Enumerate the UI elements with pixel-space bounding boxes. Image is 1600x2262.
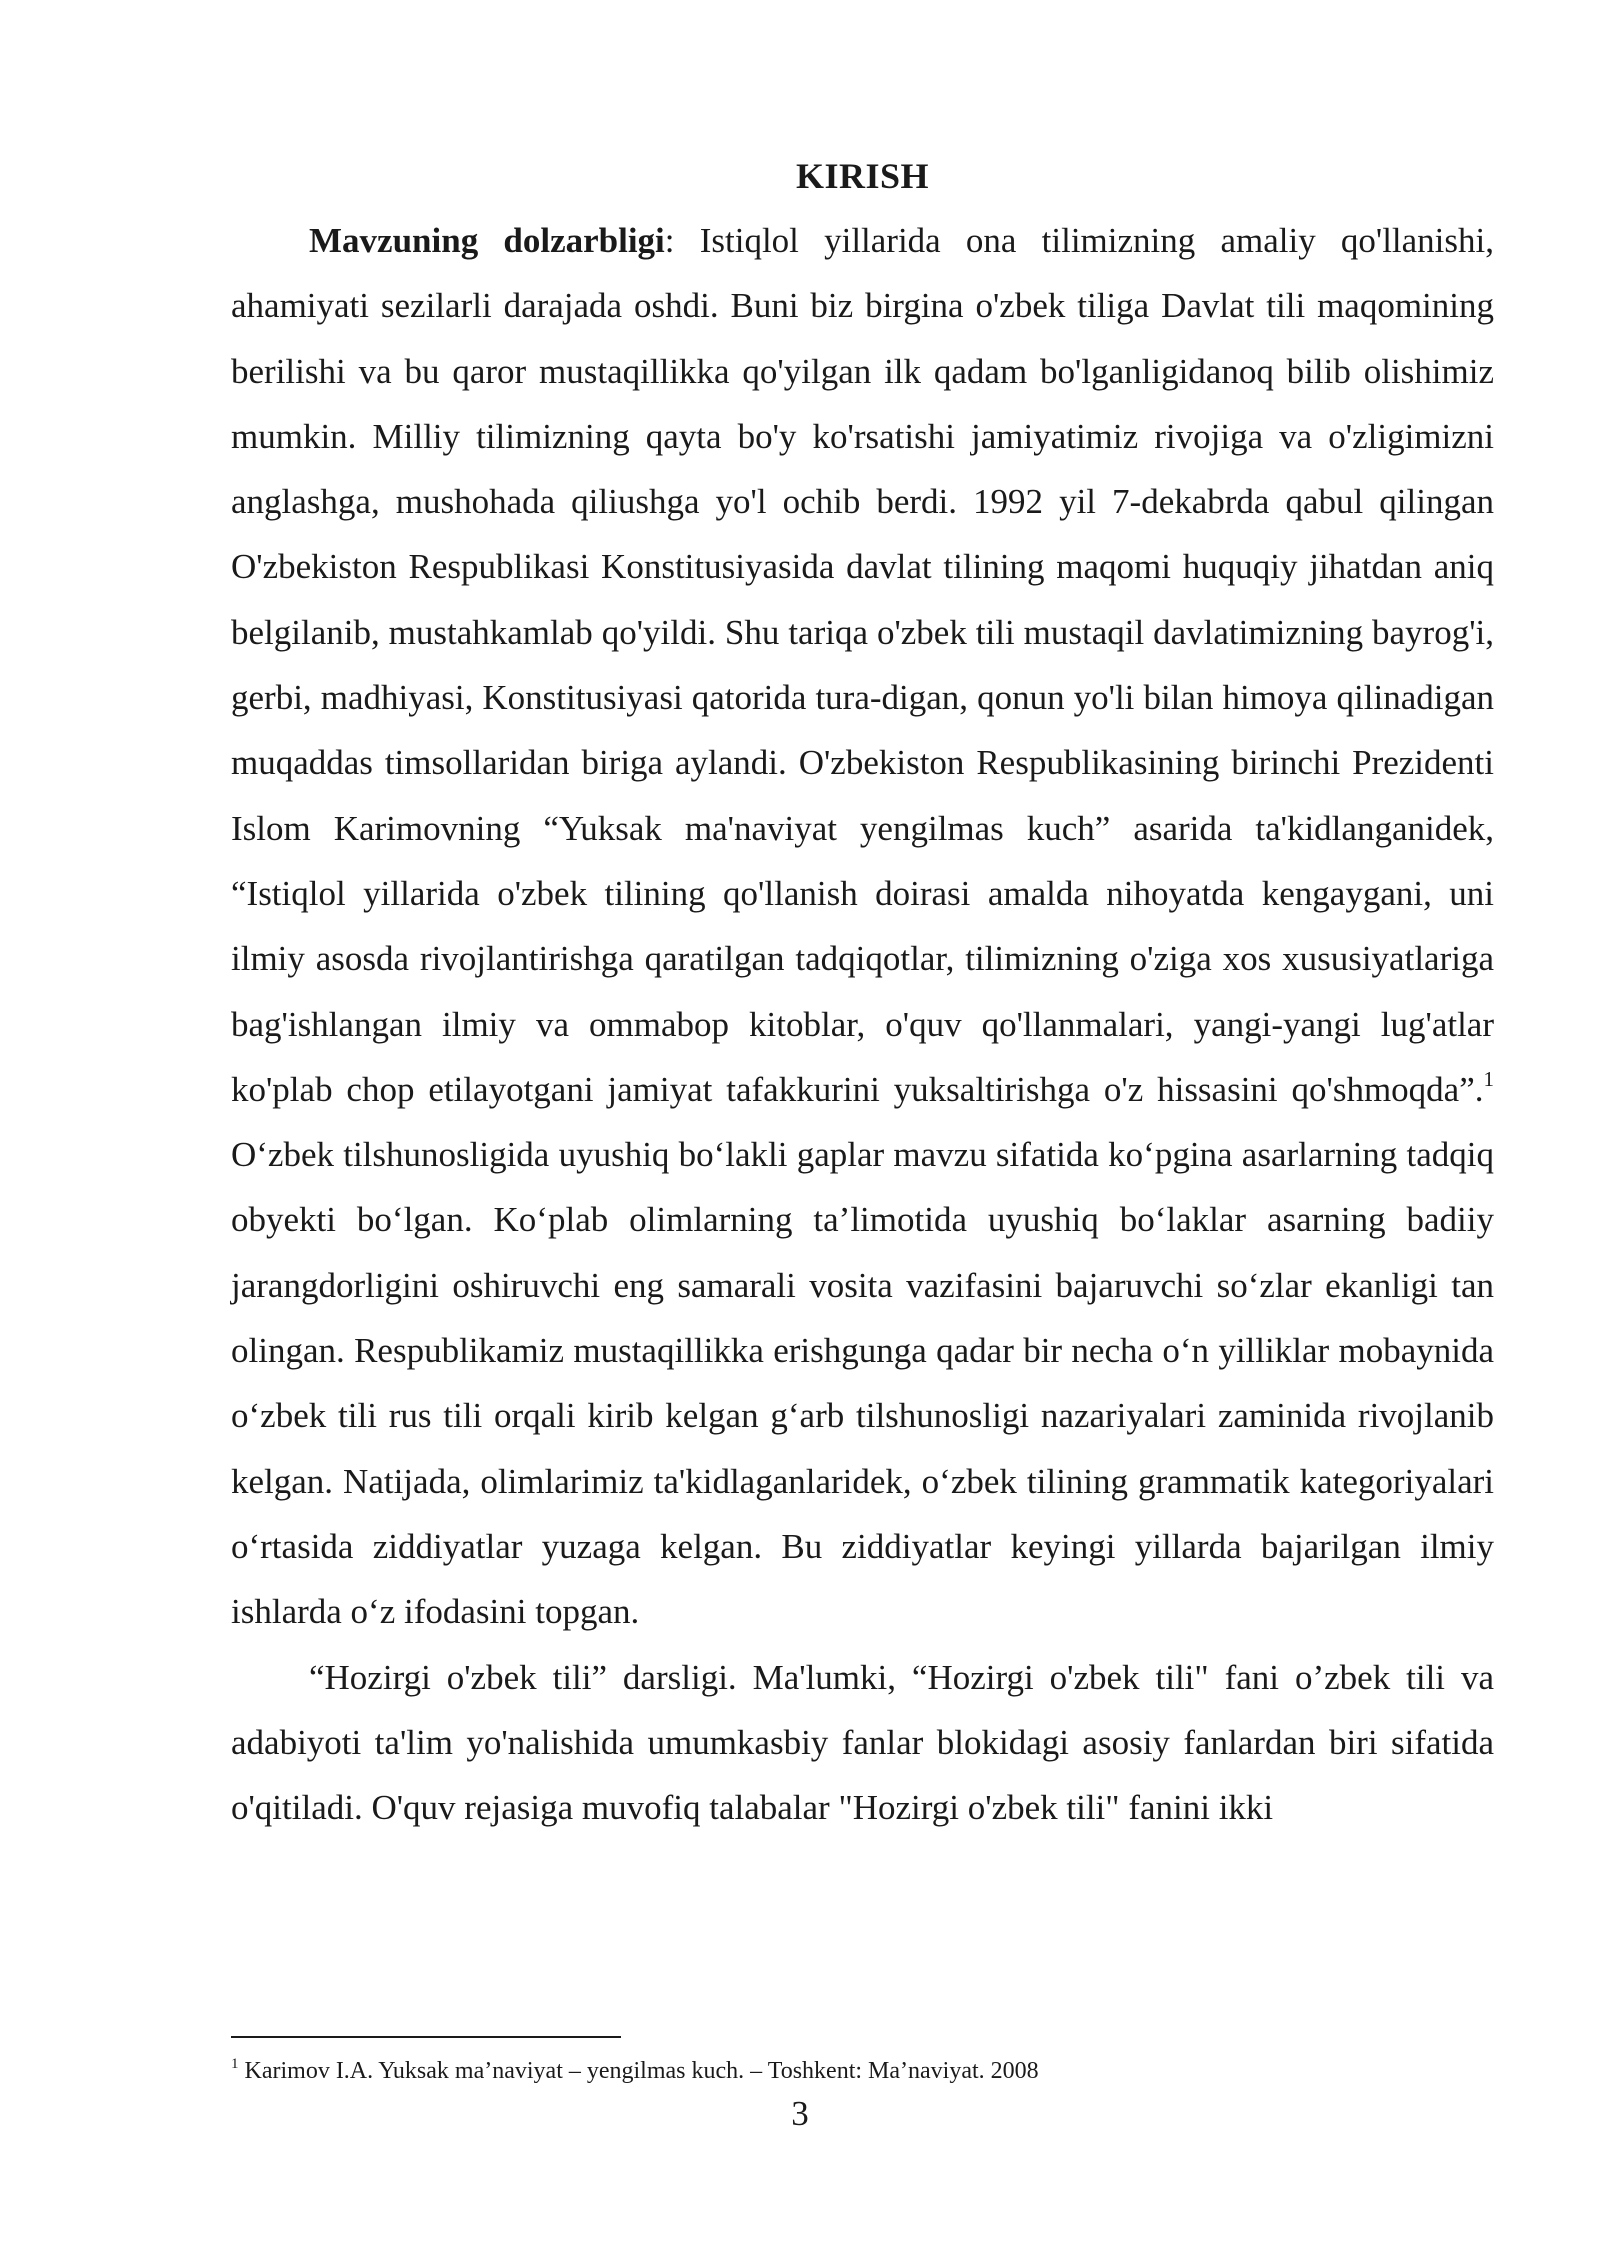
footnote-number: 1: [231, 2056, 239, 2072]
page-heading: KIRISH: [795, 156, 930, 196]
paragraph-textbook-text: “Hozirgi o'zbek tili” darsligi. Ma'lumki, “Hozirgi o'zbek tili" fani o’zbek tili va adabiyoti ta'lim yo'nalishida umumkasbiy fanlar blokidagi asosiy fanlardan biri sifatida o'qitiladi. O'quv rejasiga muvofiq talabalar "Hozirgi o'zbek tili" fanini ikki: [231, 1657, 1494, 1828]
footnote-separator: [231, 2036, 621, 2038]
paragraph-lead-term: Mavzuning dolzarbligi: [309, 221, 665, 260]
paragraph-relevance: [231, 208, 1494, 1645]
footnote-text: Karimov I.A. Yuksak ma’naviyat – yengilmas kuch. – Toshkent: Ma’naviyat. 2008: [238, 2058, 1039, 2084]
paragraph-text-part-a: : Istiqlol yillarida ona tilimizning amaliy qo'llanishi, ahamiyati sezilarli darajada oshdi. Buni biz birgina o'zbek tiliga Davlat tili maqomining berilishi va bu qaror mustaqillikka qo'yilgan ilk qadam bo'lganligidanoq bilib olishimiz mumkin. Milliy tilimizning qayta bo'y ko'rsatishi jamiyatimiz rivojiga va o'zligimizni anglashga, mushohada qiliushga yo'l ochib berdi. 1992 yil 7-dekabrda qabul qilingan O'zbekiston Respublikasi Konstitusiyasida davlat tilining maqomi huquqiy jihatdan aniq belgilanib, mustahkamlab qo'yildi. Shu tariqa o'zbek tili mustaqil davlatimizning bayrog'i, gerbi, madhiyasi, Konstitusiyasi qatorida tura-digan, qonun yo'li bilan himoya qilinadigan muqaddas timsollaridan biriga aylandi. O'zbekiston Respublikasining birinchi Prezidenti Islom Karimovning “Yuksak ma'naviyat yengilmas kuch” asarida ta'kidlanganidek, “Istiqlol yillarida o'zbek tilining qo'llanish doirasi amalda nihoyatda kengaygani, uni ilmiy asosda rivojlantirishga qaratilgan tadqiqotlar, tilimizning o'ziga xos xususiyatlariga bag'ishlangan ilmiy va ommabop kitoblar, o'quv qo'llanmalari, yangi-yangi lug'atlar ko'plab chop etilayotgani jamiyat tafakkurini yuksaltirishga o'z hissasini qo'shmoqda”.: [231, 221, 1494, 1109]
footnote: [231, 2054, 1494, 2088]
paragraph-textbook: [231, 1645, 1494, 1841]
page-number: 3: [791, 2094, 809, 2133]
footnote-reference[interactable]: 1: [1483, 1066, 1494, 1091]
paragraph-text-part-b: O‘zbek tilshunosligida uyushiq bo‘lakli gaplar mavzu sifatida ko‘pgina asarlarning tadqiq obyekti bo‘lgan. Ko‘plab olimlarning ta’limotida uyushiq bo‘laklar asarning badiiy jarangdorligini oshiruvchi eng samarali vosita vazifasini bajaruvchi so‘zlar ekanligi tan olingan. Respublikamiz mustaqillikka erishgunga qadar bir necha o‘n yilliklar mobaynida o‘zbek tili rus tili orqali kirib kelgan g‘arb tilshunosligi nazariyalari zaminida rivojlanib kelgan. Natijada, olimlarimiz ta'kidlaganlaridek, o‘zbek tilining grammatik kategoriyalari o‘rtasida ziddiyatlar yuzaga kelgan. Bu ziddiyatlar keyingi yillarda bajarilgan ilmiy ishlarda o‘z ifodasini topgan.: [231, 1135, 1494, 1632]
document-body: [231, 150, 1494, 1840]
